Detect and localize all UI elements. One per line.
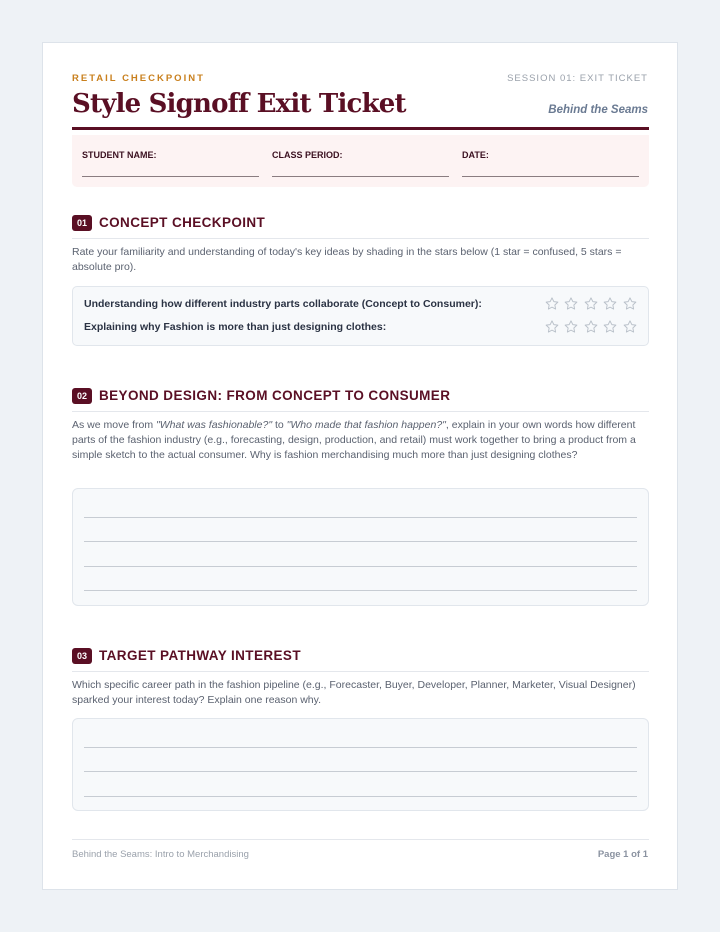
- writing-line: [84, 590, 637, 591]
- date-line[interactable]: [462, 176, 639, 177]
- rating-panel: [72, 286, 649, 346]
- section-02-prompt: [72, 418, 649, 463]
- response-area-02[interactable]: [72, 488, 649, 606]
- writing-line: [84, 771, 637, 772]
- title-divider: [72, 127, 649, 130]
- section-title: TARGET PATHWAY INTEREST: [99, 648, 301, 663]
- student-info-panel: [72, 135, 649, 187]
- star-icon[interactable]: [563, 319, 580, 335]
- student-name-line[interactable]: [82, 176, 259, 177]
- student-name-label: STUDENT NAME:: [82, 150, 157, 160]
- star-icon[interactable]: [544, 319, 561, 335]
- section-number-badge: 02: [72, 388, 92, 404]
- session-label: SESSION 01: EXIT TICKET: [507, 73, 648, 84]
- star-icon[interactable]: [544, 296, 561, 312]
- footer-divider: [72, 839, 649, 840]
- writing-line: [84, 796, 637, 797]
- writing-line: [84, 747, 637, 748]
- star-rating: [544, 319, 639, 335]
- class-period-field[interactable]: [272, 150, 343, 160]
- response-area-03[interactable]: [72, 718, 649, 811]
- star-icon[interactable]: [602, 296, 619, 312]
- section-03-prompt: Which specific career path in the fashion pipeline (e.g., Forecaster, Buyer, Developer, Planner, Marketer, Visual Designer) sparked your interest today? Explain one reason why.: [72, 679, 636, 706]
- section-03-header: [72, 648, 649, 672]
- star-icon[interactable]: [583, 319, 600, 335]
- prompt-quote: "What was fashionable?": [156, 419, 273, 431]
- prompt-lead: As we move from: [72, 419, 157, 431]
- star-rating: [544, 296, 639, 312]
- rating-row-fashion-meaning: [84, 319, 638, 335]
- page-number: Page 1 of 1: [597, 849, 648, 860]
- writing-line: [84, 541, 637, 542]
- star-icon[interactable]: [622, 296, 639, 312]
- footer-course-title: Behind the Seams: Intro to Merchandising: [72, 849, 249, 860]
- prompt-quote: "Who made that fashion happen?": [286, 419, 446, 431]
- section-title: CONCEPT CHECKPOINT: [99, 215, 266, 230]
- rating-row-collaboration: [84, 296, 638, 312]
- student-name-field[interactable]: [82, 150, 157, 160]
- section-number-badge: 01: [72, 215, 92, 231]
- section-01-instructions: Rate your familiarity and understanding of today's key ideas by shading in the stars below (1 star = confused, 5 stars = absolute pro).: [72, 246, 622, 273]
- star-icon[interactable]: [563, 296, 580, 312]
- section-title: BEYOND DESIGN: FROM CONCEPT TO CONSUMER: [99, 388, 451, 403]
- prompt-rest: , explain in your own words how different parts of the fashion industry (e.g., forecasting, design, production, and retail) must work together to bring a product from a simple sketch to the actual consumer. Why is fashion merchandising much more than just designing clothes?: [72, 419, 636, 461]
- date-label: DATE:: [462, 150, 489, 160]
- eyebrow-label: RETAIL CHECKPOINT: [72, 73, 205, 84]
- section-02-header: [72, 388, 649, 412]
- brand-tagline: Behind the Seams: [548, 104, 648, 116]
- rating-label: Understanding how different industry parts collaborate (Concept to Consumer):: [84, 298, 482, 310]
- section-number-badge: 03: [72, 648, 92, 664]
- rating-label: Explaining why Fashion is more than just designing clothes:: [84, 321, 387, 333]
- star-icon[interactable]: [622, 319, 639, 335]
- writing-line: [84, 517, 637, 518]
- exit-ticket-page: [42, 42, 678, 890]
- star-icon[interactable]: [583, 296, 600, 312]
- class-period-label: CLASS PERIOD:: [272, 150, 343, 160]
- star-icon[interactable]: [602, 319, 619, 335]
- prompt-connector: to: [272, 419, 287, 431]
- class-period-line[interactable]: [272, 176, 449, 177]
- section-01-header: [72, 215, 649, 239]
- writing-line: [84, 566, 637, 567]
- page-title: Style Signoff Exit Ticket: [72, 89, 406, 119]
- date-field[interactable]: [462, 150, 489, 160]
